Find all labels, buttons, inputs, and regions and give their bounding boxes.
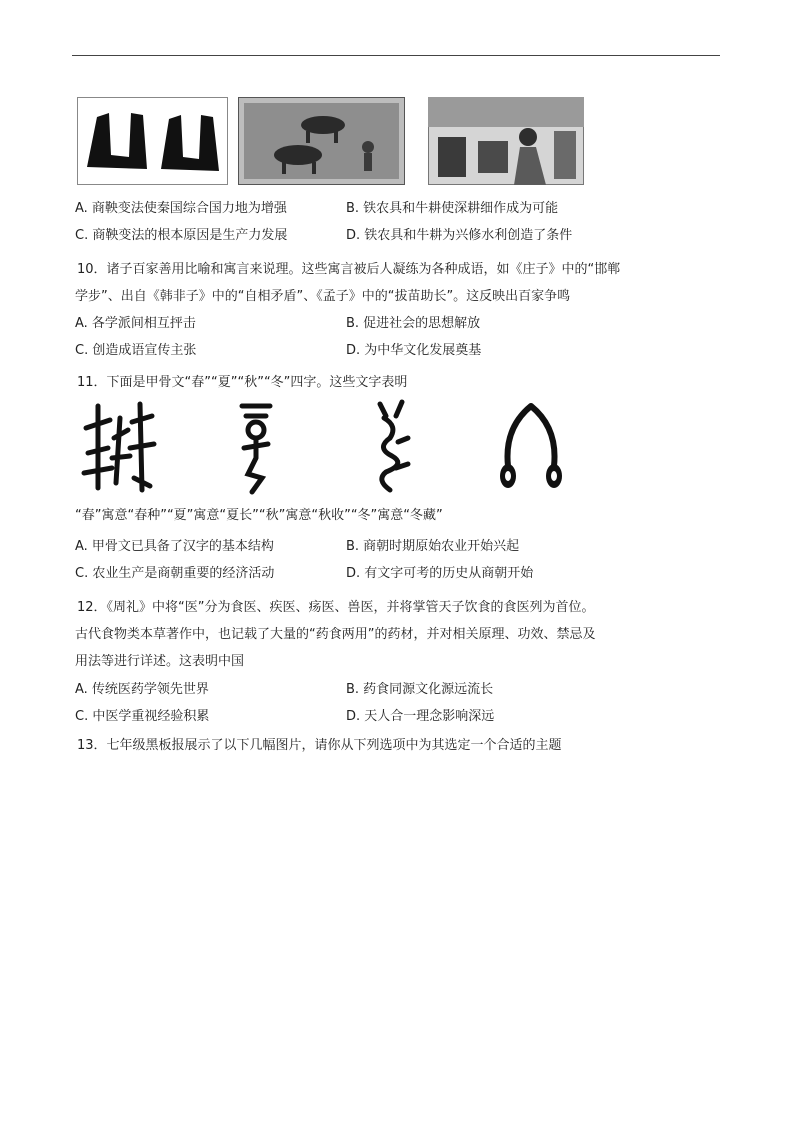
q10-stem-line2: 学步”、出自《韩非子》中的“自相矛盾”、《孟子》中的“拔苗助长”。这反映出百家争鸣 [75, 289, 571, 304]
header-rule [72, 55, 720, 56]
q12-stem-line2: 古代食物类本草著作中，也记载了大量的“药食两用”的药材，并对相关原理、功效、禁忌及 [75, 627, 596, 642]
oracle-spring-glyph [78, 398, 158, 495]
q12-stem-line3: 用法等进行详述。这表明中国 [75, 654, 245, 669]
q13-stem: 13．七年级黑板报展示了以下几幅图片，请你从下列选项中为其选定一个合适的主题 [77, 738, 562, 753]
q12-option-b: B. 药食同源文化源远流长 [346, 682, 494, 697]
q12-option-d: D. 天人合一理念影响深远 [346, 709, 495, 724]
q10-option-c: C. 创造成语宣传主张 [75, 343, 197, 358]
q11-option-c: C. 农业生产是商朝重要的经济活动 [75, 566, 275, 581]
q11-option-a: A. 甲骨文已具备了汉字的基本结构 [75, 539, 274, 554]
oracle-winter-glyph [494, 398, 568, 495]
oracle-summer-glyph [236, 398, 276, 495]
q10-option-b: B. 促进社会的思想解放 [346, 316, 481, 331]
q12-stem-line1: 12．《周礼》中将“医”分为食医、疾医、疡医、兽医，并将掌管天子饮食的食医列为首位。 [77, 600, 595, 615]
q11-option-b: B. 商朝时期原始农业开始兴起 [346, 539, 520, 554]
iron-plow-image [77, 97, 228, 185]
q10-option-d: D. 为中华文化发展奠基 [346, 343, 482, 358]
ox-plowing-relief-image [238, 97, 405, 185]
q9-option-b: B. 铁农具和牛耕使深耕细作成为可能 [346, 201, 559, 216]
oracle-autumn-glyph [368, 398, 414, 495]
q12-option-c: C. 中医学重视经验积累 [75, 709, 210, 724]
q12-option-a: A. 传统医药学领先世界 [75, 682, 209, 697]
q10-stem-line1: 10．诸子百家善用比喻和寓言来说理。这些寓言被后人凝练为各种成语，如《庄子》中的“邯郸 [77, 262, 621, 277]
q10-option-a: A. 各学派间相互抨击 [75, 316, 196, 331]
q11-option-d: D. 有文字可考的历史从商朝开始 [346, 566, 534, 581]
shang-yang-scene-image [428, 97, 584, 185]
q11-caption: “春”寓意“春种”“夏”寓意“夏长”“秋”寓意“秋收”“冬”寓意“冬藏” [75, 508, 443, 523]
q9-option-c: C. 商鞅变法的根本原因是生产力发展 [75, 228, 288, 243]
q11-stem: 11．下面是甲骨文“春”“夏”“秋”“冬”四字。这些文字表明 [77, 375, 408, 390]
q9-option-a: A. 商鞅变法使秦国综合国力地为增强 [75, 201, 287, 216]
q9-option-d: D. 铁农具和牛耕为兴修水利创造了条件 [346, 228, 573, 243]
